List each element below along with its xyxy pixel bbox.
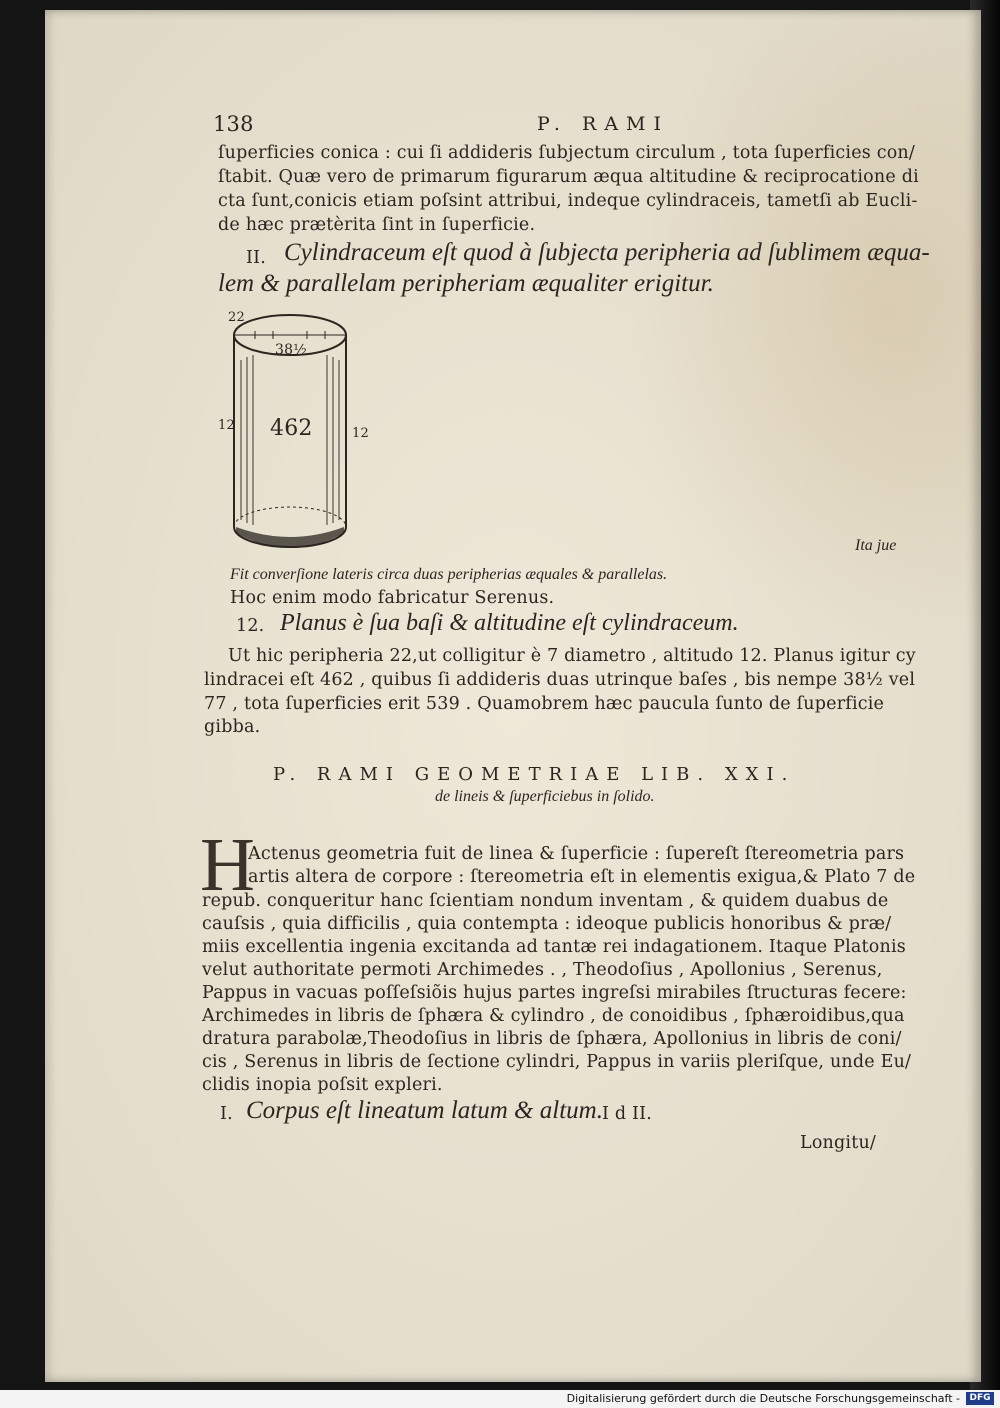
text-line: cis , Serenus in libris de ſectione cylindri, Pappus in variis pleriſque, unde Eu/ bbox=[202, 1052, 912, 1072]
book-subheading: de lineis & ſuperficiebus in ſolido. bbox=[435, 788, 655, 805]
page-number: 138 bbox=[213, 112, 254, 136]
running-title: P. RAMI bbox=[537, 113, 669, 135]
text-line: ſuperficies conica : cui ſi addideris ſubjectum circulum , tota ſuperficies con/ bbox=[218, 143, 915, 163]
text-line: cauſsis , quia difficilis , quia contempta : ideoque publicis honoribus & præ/ bbox=[202, 914, 892, 934]
definition-number: I. bbox=[220, 1104, 233, 1124]
text-line: ſtabit. Quæ vero de primarum figurarum æqua altitudine & reciprocatione di bbox=[218, 167, 919, 187]
text-line: artis altera de corpore : ſtereometria eſt in elementis exigua,& Plato 7 de bbox=[248, 867, 916, 887]
text-line: velut authoritate permoti Archimedes . , Theodoſius , Apollonius , Serenus, bbox=[202, 960, 883, 980]
dfg-logo: DFG bbox=[966, 1392, 994, 1405]
text-line: de hæc prætèrita ſint in ſuperficie. bbox=[218, 215, 536, 235]
figure-caption: Fit converſione lateris circa duas peripherias æquales & parallelas. bbox=[230, 566, 668, 583]
text-line: miis excellentia ingenia excitanda ad tantæ rei indagationem. Itaque Platonis bbox=[202, 937, 906, 957]
definition-text: Planus è ſua baſi & altitudine eſt cylindraceum. bbox=[280, 610, 739, 636]
definition-reference: I d II. bbox=[602, 1104, 653, 1124]
figure-center-label: 462 bbox=[270, 416, 313, 441]
text-line: Archimedes in libris de ſphæra & cylindro , de conoidibus , ſphæroidibus,qua bbox=[202, 1006, 905, 1026]
text-line: lindracei eſt 462 , quibus ſi addideris duas utrinque baſes , bis nempe 38½ vel bbox=[204, 670, 916, 690]
definition-text: lem & parallelam peripheriam æqualiter erigitur. bbox=[218, 270, 714, 297]
figure-right-label: 12 bbox=[352, 426, 369, 441]
text-line: repub. conqueritur hanc ſcientiam nondum inventam , & quidem duabus de bbox=[202, 891, 889, 911]
text-line: Ut hic peripheria 22,ut colligitur è 7 diametro , altitudo 12. Planus igitur cy bbox=[228, 646, 916, 666]
footer-credit: Digitalisierung gefördert durch die Deutsche Forschungsgemeinschaft - bbox=[566, 1392, 960, 1405]
text-line: clidis inopia poſsit expleri. bbox=[202, 1075, 443, 1095]
catchword: Longitu/ bbox=[800, 1133, 877, 1153]
text-line: Hoc enim modo fabricatur Serenus. bbox=[230, 588, 555, 608]
definition-text: Cylindraceum eſt quod à ſubjecta peripheria ad ſublimem æqua- bbox=[284, 239, 930, 266]
definition-number: 12. bbox=[236, 616, 265, 636]
figure-left-label: 12 bbox=[218, 418, 235, 433]
text-line: 77 , tota ſuperficies erit 539 . Quamobrem hæc paucula ſunto de ſuperficie bbox=[204, 694, 885, 714]
figure-top-label: 38½ bbox=[275, 342, 307, 358]
digitization-footer bbox=[0, 1390, 1000, 1408]
book-heading: P. RAMI GEOMETRIAE LIB. XXI. bbox=[273, 764, 796, 785]
margin-note: Ita jue bbox=[855, 537, 897, 554]
text-line: Pappus in vacuas poſſeſsiõis hujus partes ingreſsi mirabiles ſtructuras fecere: bbox=[202, 983, 907, 1003]
text-line: cta ſunt,conicis etiam poſsint attribui, indeque cylindraceis, tametſi ab Eucli- bbox=[218, 191, 918, 211]
drop-cap: H bbox=[200, 823, 255, 907]
definition-text: Corpus eſt lineatum latum & altum. bbox=[246, 1097, 603, 1124]
text-line: gibba. bbox=[204, 717, 261, 737]
text-line: dratura parabolæ,Theodoſius in libris de ſphæra, Apollonius in libris de coni/ bbox=[202, 1029, 902, 1049]
figure-corner-mark: 22 bbox=[228, 310, 245, 325]
definition-number: II. bbox=[246, 248, 266, 268]
text-line: Actenus geometria fuit de linea & ſuperficie : ſupereſt ſtereometria pars bbox=[248, 844, 905, 864]
